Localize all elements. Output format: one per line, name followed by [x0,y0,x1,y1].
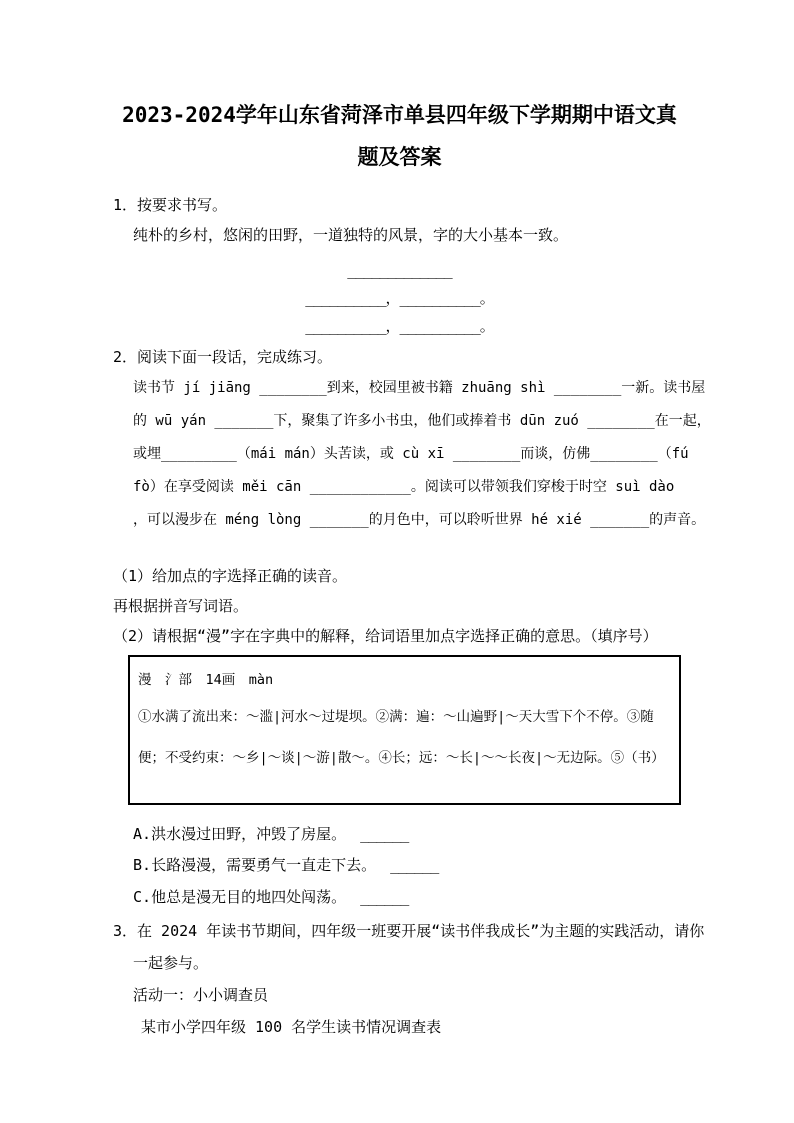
option-a-text: 洪水漫过田野，冲毁了房屋。 [151,825,347,843]
question-1-heading: 1．按要求书写。 [113,196,228,214]
sub-question-1: （1）给加点的字选择正确的读音。 [113,567,348,585]
passage-line: 或埋_________（mái mán）头苦读，或 cù xī ________而谈，仿佛________（fú [133,446,689,462]
document-title-line1: 2023-2024学年山东省菏泽市单县四年级下学期期中语文真 [122,103,677,127]
question-3-line2: 一起参与。 [133,954,209,972]
survey-table-title: 某市小学四年级 100 名学生读书情况调查表 [141,1018,442,1036]
option-b-label: B. [133,856,152,874]
passage-line: 读书节 jí jiāng ________到来，校园里被书籍 zhuāng shì ________一新。读书屋 [133,380,706,396]
option-b-answer-blank: ______ [390,856,439,874]
passage-line: 的 wū yán _______下，聚集了许多小书虫，他们或捧着书 dūn zuó ________在一起， [133,413,711,429]
answer-blank-row-3: __________，__________。 [305,317,494,335]
option-c-label: C. [133,888,152,906]
dict-entry-header: 漫 氵部 14画 màn [138,672,274,688]
option-a-row [113,819,686,849]
question-1-prompt: 纯朴的乡村，悠闲的田野，一道独特的风景，字的大小基本一致。 [133,226,569,244]
option-c-text: 他总是漫无目的地四处闯荡。 [151,888,347,906]
question-2-heading: 2．阅读下面一段话，完成练习。 [113,348,333,366]
option-c-answer-blank: ______ [360,888,409,906]
sub-question-1-note: 再根据拼音写词语。 [113,597,249,615]
option-c-row [113,881,686,913]
activity-one-label: 活动一：小小调查员 [133,986,269,1004]
answer-blank-row-2: __________，__________。 [305,289,494,307]
option-a-answer-blank: ______ [360,825,409,843]
passage-line: ，可以漫步在 méng lòng _______的月色中，可以聆听世界 hé xié _______的声音。 [133,512,706,528]
document-title [113,0,686,180]
question-2-passage [113,372,711,537]
question-3-line1: 3．在 2024 年读书节期间，四年级一班要开展“读书伴我成长”为主题的实践活动，请你 [113,922,705,940]
dict-entry-definitions-line1: ①水满了流出来：～滥|河水～过堤坝。②满：遍：～山遍野|～天大雪下个不停。③随 [138,709,654,725]
option-b-text: 长路漫漫，需要勇气一直走下去。 [151,856,377,874]
option-a-label: A. [133,825,152,843]
option-b-row [113,849,686,881]
sub-question-2: （2）请根据“漫”字在字典中的解释，给词语里加点字选择正确的意思。（填序号） [113,627,658,645]
answer-blank-row-1: _____________ [347,261,452,279]
document-title-line2: 题及答案 [357,145,442,169]
dictionary-entry-box [128,655,681,805]
passage-line: fò）在享受阅读 měi cān ____________。阅读可以带领我们穿梭于时空 suì dào [133,479,675,495]
dict-entry-definitions-line2: 便；不受约束：～乡|～谈|～游|散～。④长；远：～长|～～长夜|～无边际。⑤（书） [138,750,665,766]
